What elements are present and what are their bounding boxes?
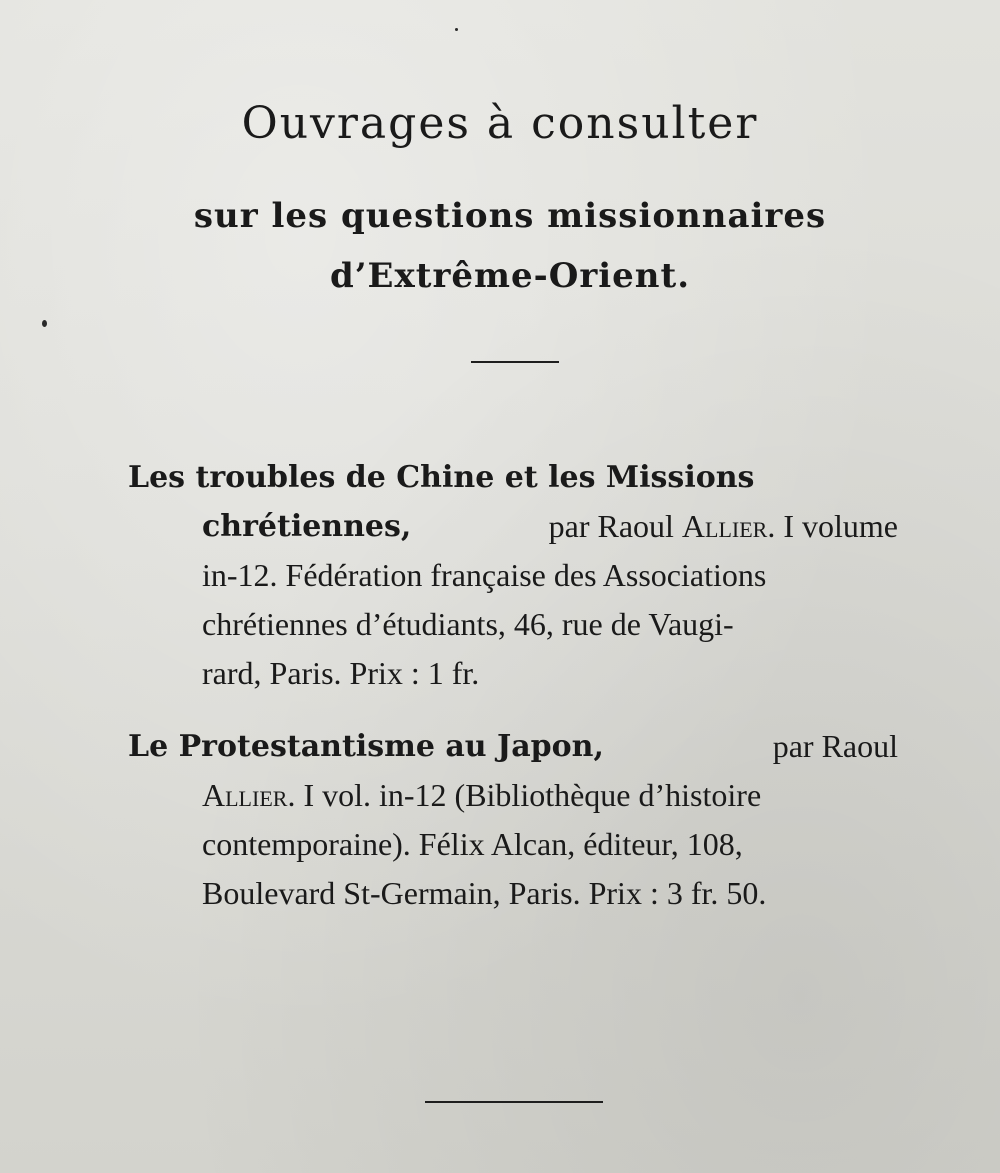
entry-line	[128, 771, 898, 820]
entry-line: contemporaine). Félix Alcan, éditeur, 108,	[202, 826, 743, 862]
entry-line: in-12. Fédération française des Associations	[202, 557, 767, 593]
entry-line: chrétiennes d’étudiants, 46, rue de Vaugi-	[202, 606, 734, 642]
entry-volume: . I vol. in-12 (Bibliothèque d’histoire	[287, 777, 762, 813]
entry-author-text	[549, 502, 898, 551]
entry-author: Allier	[202, 777, 288, 813]
entry-title	[128, 722, 898, 771]
page-subtitle-line-1: sur les questions missionnaires	[193, 196, 827, 236]
entry-line: rard, Paris. Prix : 1 fr.	[202, 655, 480, 691]
entry-volume: . I volume	[767, 508, 898, 544]
entry-author: Allier	[681, 508, 768, 544]
entry-title-line: Les troubles de Chine et les Missions	[128, 460, 755, 495]
entry-line	[128, 502, 898, 551]
entry-by-text: par Raoul	[548, 508, 674, 544]
bibliography-entry-1	[128, 453, 898, 698]
bottom-divider	[425, 1101, 603, 1103]
ink-speck	[455, 28, 458, 31]
ink-speck	[42, 320, 47, 327]
bibliography-entry-2	[128, 722, 898, 918]
entry-title-line: Le Protestantisme au Japon,	[128, 729, 604, 764]
entry-title-continued: chrétiennes,	[202, 509, 412, 544]
entry-by-text: par Raoul	[772, 728, 898, 764]
entry-line: Boulevard St-Germain, Paris. Prix : 3 fr. 50.	[202, 875, 767, 911]
page-subtitle-line-2: d’Extrême-Orient.	[329, 256, 691, 296]
page-title: Ouvrages à consulter	[241, 98, 759, 149]
entry-title	[128, 453, 898, 502]
top-divider	[471, 361, 559, 363]
